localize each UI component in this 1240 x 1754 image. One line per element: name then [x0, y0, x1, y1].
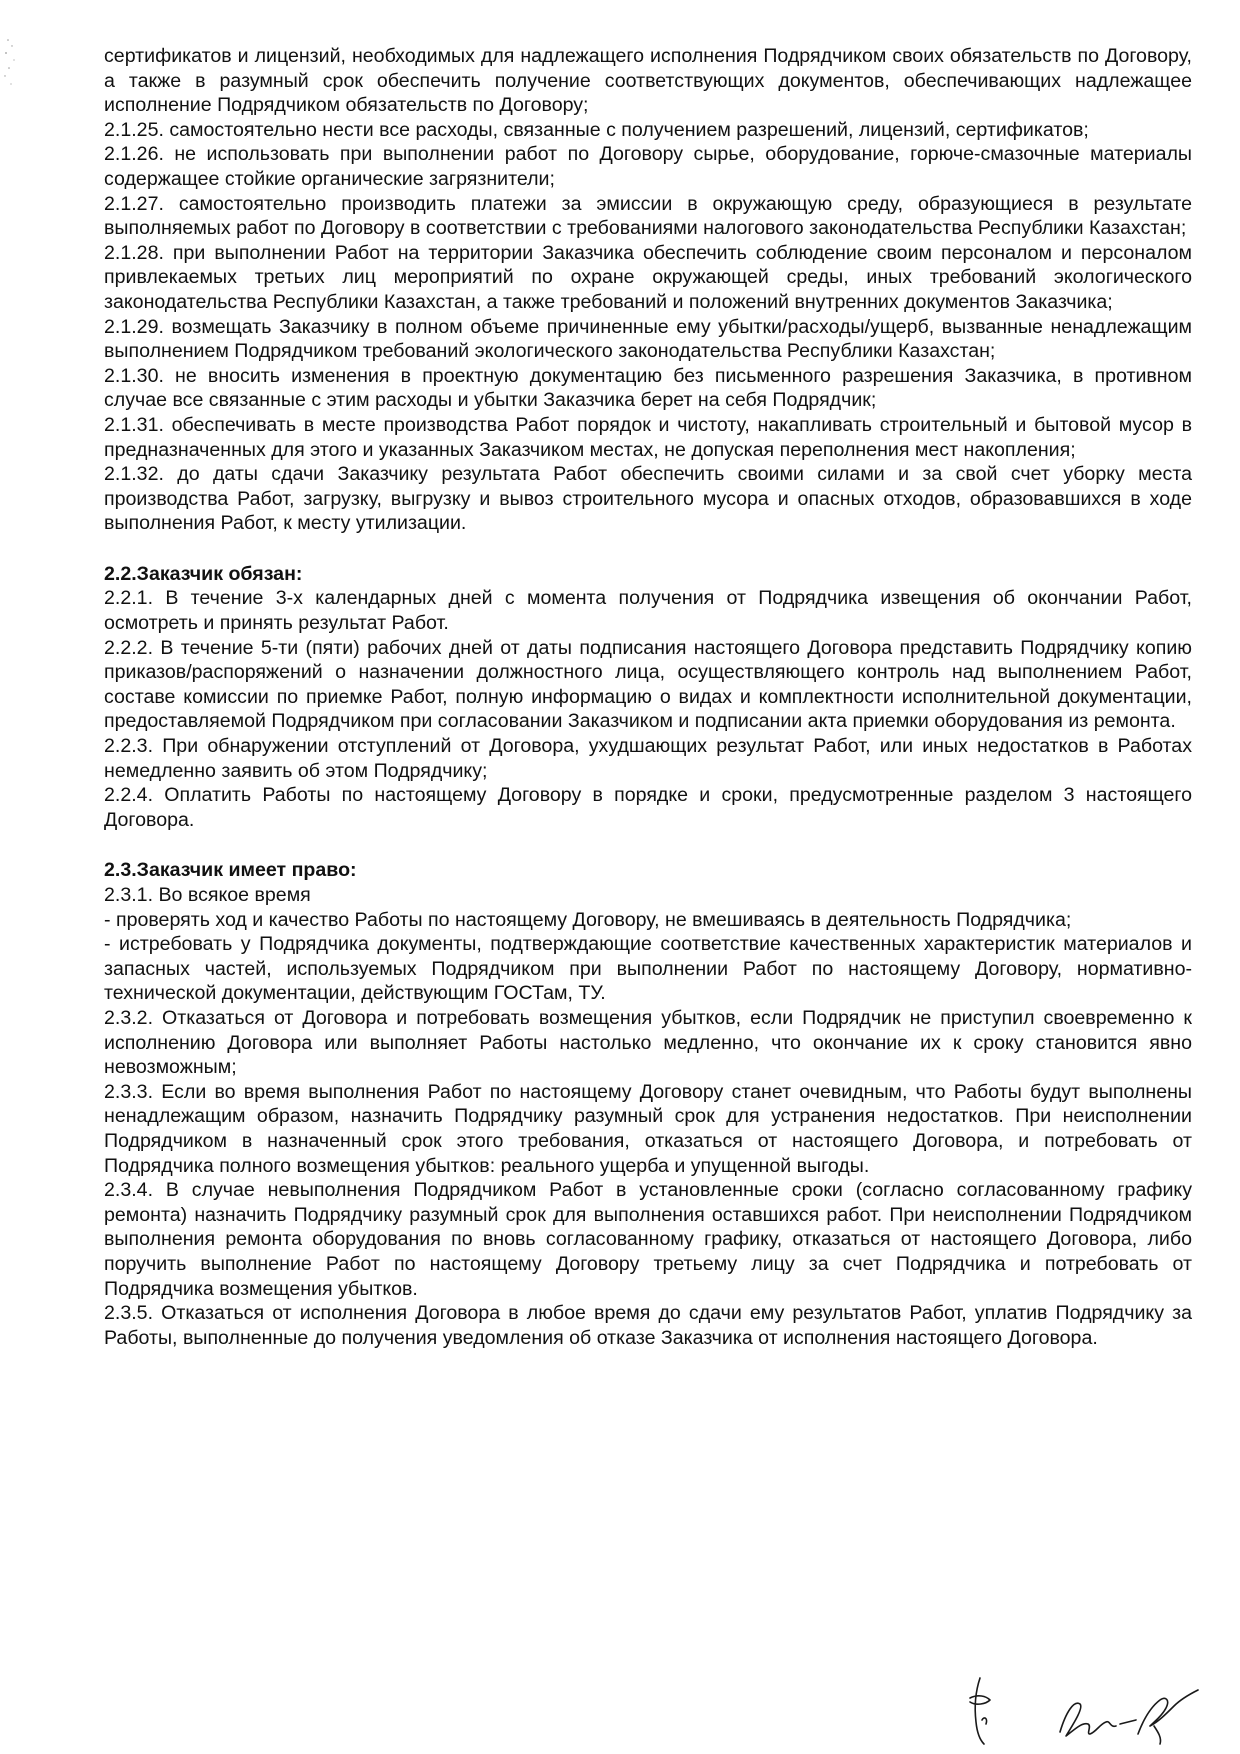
clause-2-2-1: 2.2.1. В течение 3-х календарных дней с момента получения от Подрядчика извещения об окончании Работ, осмотреть и принять результат Работ. [104, 587, 1192, 635]
clause-2-1-29: 2.1.29. возмещать Заказчику в полном объеме причиненные ему убытки/расходы/ущерб, вызванные ненадлежащим выполнением Подрядчиком требований экологического законодательства Республики Казахстан; [104, 315, 1192, 363]
section-heading-2-2: 2.2.Заказчик обязан: [104, 562, 303, 585]
document-body [104, 44, 1192, 1350]
clause-2-1-28: 2.1.28. при выполнении Работ на территории Заказчика обеспечить соблюдение своим персоналом и персоналом привлекаемых третьих лиц мероприятий по охране окружающей среды, иных требований экологического законодательства Республики Казахстан, а также требований и положений внутренних документов Заказчика; [104, 241, 1192, 313]
clause-2-1-30: 2.1.30. не вносить изменения в проектную документацию без письменного разрешения Заказчика, в противном случае все связанные с этим расходы и убытки Заказчика берет на себя Подрядчик; [104, 364, 1192, 412]
section-spacer [104, 536, 1192, 562]
clause-2-3-2: 2.3.2. Отказаться от Договора и потребовать возмещения убытков, если Подрядчик не приступил своевременно к исполнению Договора или выполняет Работы настолько медленно, что окончание их к сроку становится явно невозможным; [104, 1006, 1192, 1079]
clause-2-1-25: 2.1.25. самостоятельно нести все расходы, связанные с получением разрешений, лицензий, сертификатов; [104, 118, 1089, 141]
paragraph-continuation: сертификатов и лицензий, необходимых для надлежащего исполнения Подрядчиком своих обязательств по Договору, а также в разумный срок обеспечить получение соответствующих документов, обеспечивающих надлежащее исполнение Подрядчиком обязательств по Договору; [104, 45, 1192, 117]
section-spacer [104, 832, 1192, 858]
clause-2-3-1-bullet-2: - истребовать у Подрядчика документы, подтверждающие соответствие качественных характеристик материалов и запасных частей, используемых Подрядчиком при выполнении Работ по настоящему Договору, нормативно-технической документации, действующим ГОСТам, ТУ. [104, 933, 1192, 1005]
section-heading-2-3: 2.3.Заказчик имеет право: [104, 859, 357, 882]
handwritten-signatures [940, 1660, 1220, 1750]
clause-2-2-4: 2.2.4. Оплатить Работы по настоящему Договору в порядке и сроки, предусмотренные разделом 3 настоящего Договора. [104, 784, 1192, 831]
clause-2-3-5: 2.3.5. Отказаться от исполнения Договора в любое время до сдачи ему результатов Работ, уплатив Подрядчику за Работы, выполненные до получения уведомления об отказе Заказчика от исполнения настоящего Договора. [104, 1302, 1192, 1349]
clause-2-1-31: 2.1.31. обеспечивать в месте производства Работ порядок и чистоту, накапливать строительный и бытовой мусор в предназначенных для этого и указанных Заказчиком местах, не допуская переполнения мест накопления; [104, 413, 1192, 461]
scan-noise-marks [0, 0, 30, 120]
clause-2-1-26: 2.1.26. не использовать при выполнении работ по Договору сырье, оборудование, горюче-смазочные материалы содержащее стойкие органические загрязнители; [104, 143, 1192, 190]
clause-2-2-3: 2.2.3. При обнаружении отступлений от Договора, ухудшающих результат Работ, или иных недостатков в Работах немедленно заявить об этом Подрядчику; [104, 735, 1192, 782]
clause-2-2-2: 2.2.2. В течение 5-ти (пяти) рабочих дней от даты подписания настоящего Договора представить Подрядчику копию приказов/распоряжений о назначении должностного лица, осуществляющего контроль над выполнением Работ, составе комиссии по приемке Работ, полную информацию о видах и комплектности исполнительной документации, предоставляемой Подрядчиком при согласовании Заказчиком и подписании акта приемки оборудования из ремонта. [104, 636, 1192, 733]
clause-2-1-27: 2.1.27. самостоятельно производить платежи за эмиссии в окружающую среду, образующиеся в результате выполняемых работ по Договору в соответствии с требованиями налогового законодательства Республики Казахстан; [104, 192, 1192, 240]
clause-2-1-32: 2.1.32. до даты сдачи Заказчику результата Работ обеспечить своими силами и за свой счет уборку места производства Работ, загрузку, выгрузку и вывоз строительного мусора и опасных отходов, образовавшихся в ходе выполнения Работ, к месту утилизации. [104, 463, 1192, 535]
clause-2-3-1: 2.3.1. Во всякое время [104, 884, 311, 906]
clause-2-3-4: 2.3.4. В случае невыполнения Подрядчиком Работ в установленные сроки (согласно согласованному графику ремонта) назначить Подрядчику разумный срок для выполнения оставшихся работ. При неисполнении Подрядчиком выполнения ремонта оборудования по вновь согласованному графику, отказаться от настоящего Договора, либо поручить выполнение Работ по настоящему Договору третьему лицу за счет Подрядчика и потребовать от Подрядчика возмещения убытков. [104, 1179, 1192, 1300]
clause-2-3-3: 2.3.3. Если во время выполнения Работ по настоящему Договору станет очевидным, что Работы будут выполнены ненадлежащим образом, назначить Подрядчику разумный срок для устранения недостатков. При неисполнении Подрядчиком в назначенный срок этого требования, отказаться от настоящего Договора, и потребовать от Подрядчика полного возмещения убытков: реального ущерба и упущенной выгоды. [104, 1080, 1192, 1177]
clause-2-3-1-bullet-1: - проверять ход и качество Работы по настоящему Договору, не вмешиваясь в деятельность Подрядчика; [104, 908, 1072, 931]
